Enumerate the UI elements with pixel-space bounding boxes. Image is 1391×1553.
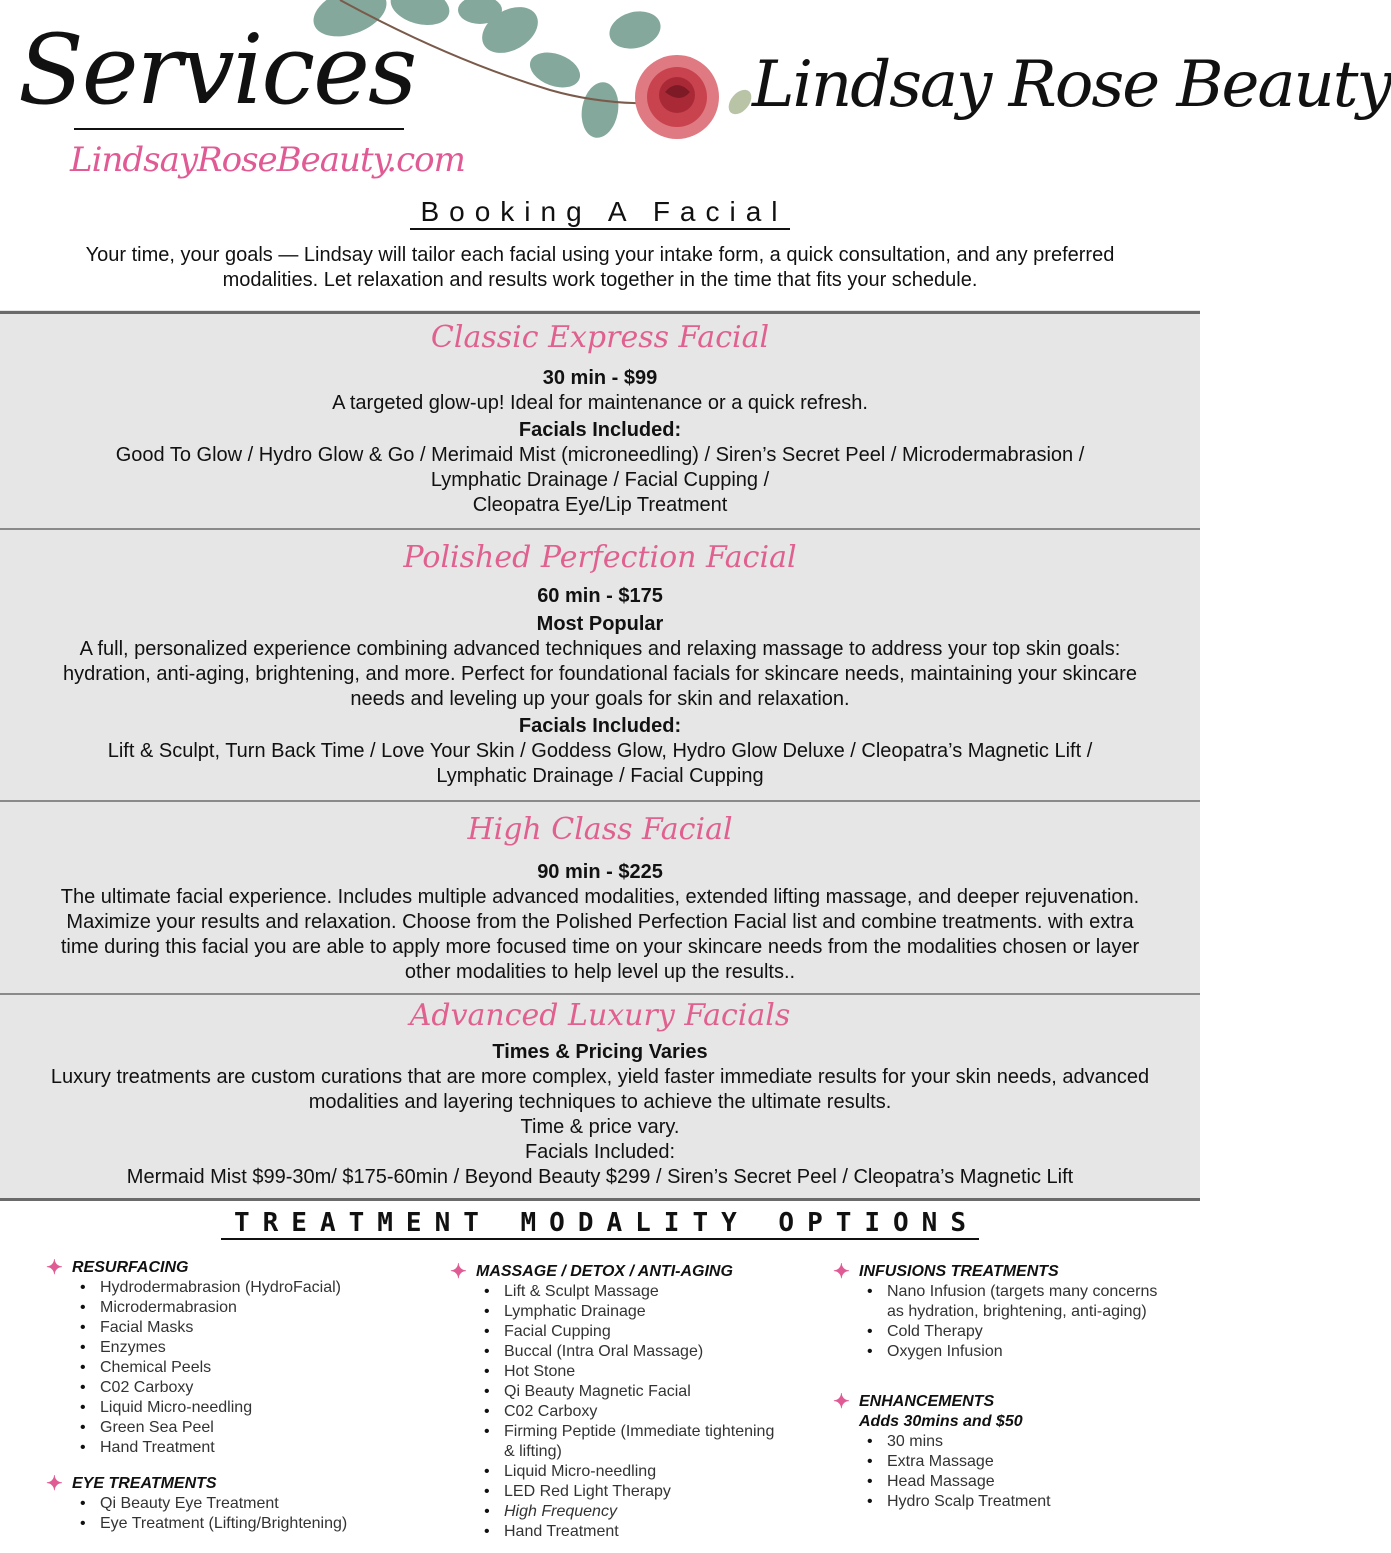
torn-edge-divider: [0, 993, 1200, 995]
list-item: • Nano Infusion (targets many concerns: [865, 1282, 1193, 1302]
facial-price: 90 min - $225: [537, 861, 663, 883]
list-item: • Oxygen Infusion: [865, 1342, 1193, 1362]
list-item: • Facial Cupping: [482, 1322, 830, 1342]
facial-description: hydration, anti-aging, brightening, and more. Perfect for foundational facials for skincare needs, maintaining your skincare: [63, 663, 1137, 685]
list-item: • Liquid Micro-needling: [78, 1398, 426, 1418]
facial-name: Classic Express Facial: [430, 320, 770, 355]
category-label: ENHANCEMENTS: [859, 1393, 995, 1410]
services-title: Services: [18, 14, 416, 126]
list-item-continuation: as hydration, brightening, anti-aging): [887, 1303, 1147, 1320]
list-item: • C02 Carboxy: [78, 1378, 426, 1398]
torn-edge-divider: [0, 311, 1200, 314]
facials-included-label: Facials Included:: [518, 419, 682, 441]
modality-column-1: [46, 1258, 426, 1534]
facial-name: Advanced Luxury Facials: [409, 998, 791, 1033]
category-label: INFUSIONS TREATMENTS: [859, 1263, 1059, 1280]
booking-title: Booking A Facial: [410, 196, 789, 230]
polished-perfection-section: [0, 538, 1200, 789]
facial-description: modalities and layering techniques to achieve the ultimate results.: [308, 1091, 892, 1113]
category-label: EYE TREATMENTS: [72, 1475, 217, 1492]
facial-description: Luxury treatments are custom curations that are more complex, yield faster immediate results for your skin needs, advanced: [50, 1066, 1150, 1088]
facials-included-list: Good To Glow / Hydro Glow & Go / Merimaid Mist (microneedling) / Siren’s Secret Peel / Microdermabrasion /: [115, 444, 1085, 466]
list-item: • Buccal (Intra Oral Massage): [482, 1342, 830, 1362]
high-class-section: [0, 810, 1200, 985]
facial-description: needs and leveling up your goals for skin and relaxation.: [350, 688, 850, 710]
site-url-link[interactable]: LindsayRoseBeauty.com: [70, 140, 465, 180]
list-item: • Chemical Peels: [78, 1358, 426, 1378]
modality-options-heading: [0, 1208, 1200, 1240]
torn-edge-divider: [0, 1198, 1200, 1201]
booking-heading: [0, 196, 1200, 230]
list-item: • Facial Masks: [78, 1318, 426, 1338]
list-item: • Eye Treatment (Lifting/Brightening): [78, 1514, 426, 1534]
list-item: • Hydro Scalp Treatment: [865, 1492, 1193, 1512]
list-item: • Qi Beauty Eye Treatment: [78, 1494, 426, 1514]
services-underline: [74, 128, 404, 130]
list-item: • Lift & Sculpt Massage: [482, 1282, 830, 1302]
list-item: • 30 mins: [865, 1432, 1193, 1452]
list-item: • Extra Massage: [865, 1452, 1193, 1472]
facial-description: time during this facial you are able to apply more focused time on your skincare needs from the modalities chosen or layer: [60, 936, 1140, 958]
facials-included-list: Lymphatic Drainage / Facial Cupping /: [430, 469, 770, 491]
facial-description: The ultimate facial experience. Includes multiple advanced modalities, extended lifting massage, and deeper rejuvenation.: [60, 886, 1140, 908]
facial-description: A targeted glow-up! Ideal for maintenance or a quick refresh.: [332, 392, 868, 414]
modality-column-2: [450, 1262, 830, 1542]
booking-intro: [60, 243, 1140, 293]
category-massage-detox: [450, 1262, 830, 1282]
list-item: • Hand Treatment: [78, 1438, 426, 1458]
category-resurfacing: [46, 1258, 426, 1278]
facial-description: other modalities to help level up the results..: [404, 961, 796, 983]
list-item: • Hand Treatment: [482, 1522, 830, 1542]
modality-column-3: [833, 1262, 1193, 1512]
classic-express-section: [0, 318, 1200, 518]
facial-description: Time & price vary.: [520, 1116, 680, 1138]
facials-included-list: Mermaid Mist $99-30m/ $175-60min / Beyond Beauty $299 / Siren’s Secret Peel / Cleopatra’s Magnetic Lift: [126, 1166, 1074, 1188]
category-eye-treatments: [46, 1474, 426, 1494]
list-item: • Cold Therapy: [865, 1322, 1193, 1342]
list-item: • Hot Stone: [482, 1362, 830, 1382]
facial-price: Times & Pricing Varies: [492, 1041, 708, 1063]
list-item: • High Frequency: [482, 1502, 830, 1522]
facials-included-list: Lymphatic Drainage / Facial Cupping: [436, 765, 764, 787]
facials-included-list: Lift & Sculpt, Turn Back Time / Love Your Skin / Goddess Glow, Hydro Glow Deluxe / Cleopatra’s Magnetic Lift /: [107, 740, 1093, 762]
intro-line: modalities. Let relaxation and results work together in the time that fits your schedule.: [222, 269, 978, 291]
list-item: • Firming Peptide (Immediate tightening: [482, 1422, 830, 1442]
sparkle-icon: ✦: [833, 1391, 850, 1413]
modality-options-title: TREATMENT MODALITY OPTIONS: [221, 1208, 979, 1240]
facials-included-label: Facials Included:: [524, 1141, 676, 1163]
facial-description: Maximize your results and relaxation. Choose from the Polished Perfection Facial list and combine treatments. with extra: [66, 911, 1134, 933]
list-item: • Green Sea Peel: [78, 1418, 426, 1438]
massage-list: [450, 1282, 830, 1542]
torn-edge-divider: [0, 528, 1200, 530]
sparkle-icon: ✦: [46, 1257, 63, 1279]
category-label: RESURFACING: [72, 1259, 189, 1276]
advanced-luxury-section: [0, 996, 1200, 1190]
eye-treatments-list: [46, 1494, 426, 1534]
list-item: • Microdermabrasion: [78, 1298, 426, 1318]
list-item: • Liquid Micro-needling: [482, 1462, 830, 1482]
facial-price: 60 min - $175: [537, 585, 663, 607]
most-popular-badge: Most Popular: [536, 613, 664, 635]
sparkle-icon: ✦: [833, 1261, 850, 1283]
infusions-list: [833, 1282, 1193, 1362]
category-label: MASSAGE / DETOX / ANTI-AGING: [476, 1263, 733, 1280]
torn-edge-divider: [0, 800, 1200, 802]
list-item: • Qi Beauty Magnetic Facial: [482, 1382, 830, 1402]
facial-price: 30 min - $99: [542, 367, 658, 389]
list-item: • Lymphatic Drainage: [482, 1302, 830, 1322]
facials-included-list: Cleopatra Eye/Lip Treatment: [472, 494, 728, 516]
intro-line: Your time, your goals — Lindsay will tailor each facial using your intake form, a quick consultation, and any preferred: [85, 244, 1115, 266]
list-item: • Head Massage: [865, 1472, 1193, 1492]
sparkle-icon: ✦: [46, 1473, 63, 1495]
list-item-continuation: & lifting): [504, 1443, 562, 1460]
enhancements-subtitle: Adds 30mins and $50: [859, 1413, 1023, 1430]
facial-name: Polished Perfection Facial: [403, 540, 797, 575]
header: [0, 0, 1391, 195]
facial-description: A full, personalized experience combining advanced techniques and relaxing massage to address your top skin goals:: [79, 638, 1121, 660]
facial-name: High Class Facial: [467, 812, 733, 847]
resurfacing-list: [46, 1278, 426, 1458]
sparkle-icon: ✦: [450, 1261, 467, 1283]
category-infusions: [833, 1262, 1193, 1282]
list-item: • LED Red Light Therapy: [482, 1482, 830, 1502]
category-enhancements: [833, 1392, 1193, 1412]
brand-logo-text: Lindsay Rose Beauty: [752, 48, 1391, 122]
list-item: • Enzymes: [78, 1338, 426, 1358]
facials-included-label: Facials Included:: [518, 715, 682, 737]
list-item: • C02 Carboxy: [482, 1402, 830, 1422]
enhancements-list: [833, 1432, 1193, 1512]
list-item: • Hydrodermabrasion (HydroFacial): [78, 1278, 426, 1298]
